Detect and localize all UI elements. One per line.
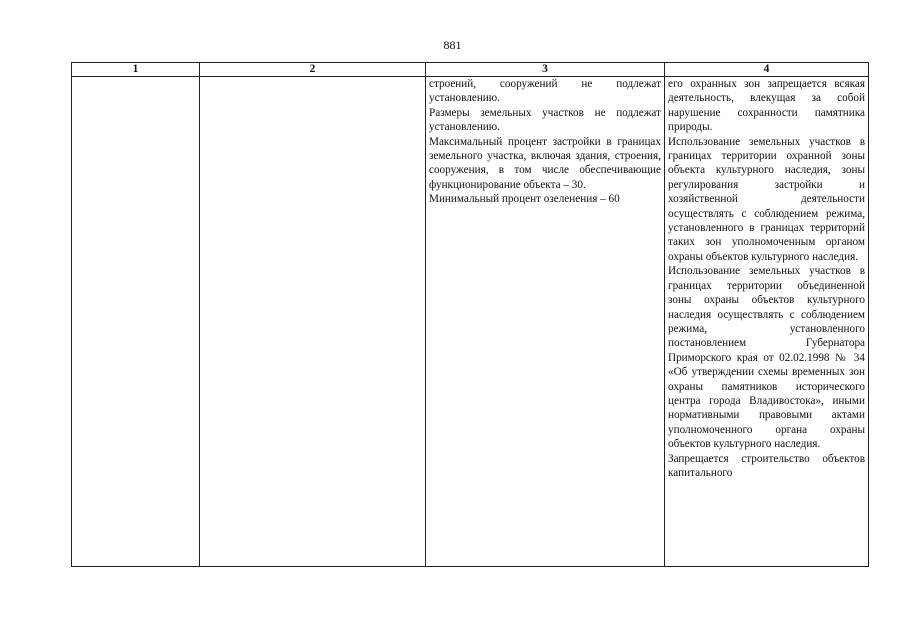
col4-paragraph: Использование земельных участков в границах территории охранной зоны объекта культурного наследия, зоны регулирования застройки и хозяйственной деятельности осуществлять с соблюдением режима, установленного в границах территорий таких зон уполномоченным органом охраны объектов культурного наследия. [668,135,865,263]
column-header-3: 3 [426,63,665,77]
document-table [71,62,869,567]
col4-paragraph: Запрещается строительство объектов капитального [668,452,865,479]
cell-col1 [72,77,200,567]
column-header-1: 1 [72,63,200,77]
col3-paragraph: Минимальный процент озеленения – 60 [429,193,620,206]
column-header-2: 2 [200,63,426,77]
cell-col4 [665,77,869,567]
column-header-4: 4 [665,63,869,77]
cell-col3 [426,77,665,567]
table-header-row [72,63,869,77]
col3-paragraph: Размеры земельных участков не подлежат установлению. [429,106,661,134]
table-row [72,77,869,567]
cell-col2 [200,77,426,567]
col4-paragraph: Использование земельных участков в границах территории объединенной зоны охраны объектов культурного наследия осуществлять с соблюдением режима, установленного постановлением Губернатора Приморского края от 02.02.1998 № 34 «Об утверждении схемы временных зон охраны памятников исторического центра города Владивостока», иными нормативными правовыми актами уполномоченного органа охраны объектов культурного наследия. [668,265,865,451]
page-number: 881 [443,38,462,52]
col4-paragraph: его охранных зон запрещается всякая деятельность, влекущая за собой нарушение сохранности памятника природы. [668,78,865,134]
col3-paragraph: Максимальный процент застройки в границах земельного участка, включая здания, строения, сооружения, в том числе обеспечивающие функционирование объекта – 30. [429,135,661,191]
col3-paragraph: строений, сооружений не подлежат установлению. [429,78,661,105]
